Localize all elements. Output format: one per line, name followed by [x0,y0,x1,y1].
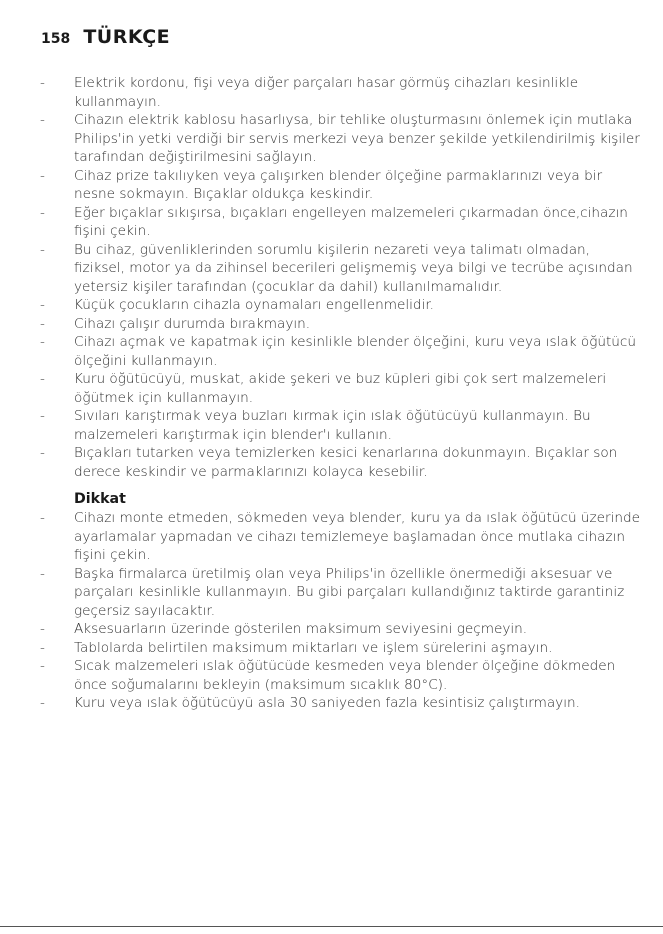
list-item [40,407,640,444]
bullet-dash: - [40,241,45,258]
bullet-dash: - [40,658,45,674]
section-title: TÜRKÇE [83,26,171,48]
bullet-dash: - [40,167,45,184]
list-item [40,74,640,111]
list-item [40,167,640,204]
bullet-dash: - [40,315,45,332]
list-item [40,370,640,407]
list-item [40,565,640,621]
caution-list [40,509,640,713]
list-item-text: Cihazı açmak ve kapatmak için kesinlikle blender ölçeğini, kuru veya ıslak öğütücü ölçeğini kullanmayın. [74,334,637,369]
caution-heading: Dikkat [74,491,126,507]
bullet-dash: - [40,204,45,221]
bullet-dash: - [40,445,45,461]
page-content [40,74,640,713]
list-item [40,694,640,713]
list-item [40,333,640,370]
bullet-dash: - [40,621,45,637]
list-item [40,509,640,565]
bullet-dash: - [40,334,45,350]
bullet-dash: - [40,565,45,582]
list-item-text: Cihaz prize takılıyken veya çalışırken blender ölçeğine parmaklarınızı veya bir nesne sokmayın. Bıçaklar oldukça keskindir. [74,167,603,202]
list-item-text: Kuru öğütücüyü, muskat, akide şekeri ve buz küpleri gibi çok sert malzemeleri öğütmek için kullanmayın. [74,371,607,406]
bullet-dash: - [40,112,45,128]
bullet-dash: - [40,371,45,387]
list-item [40,241,640,297]
list-item [40,639,640,658]
list-item-text: Kuru veya ıslak öğütücüyü asla 30 saniyeden fazla kesintisiz çalıştırmayın. [74,695,580,711]
bullet-dash: - [40,510,45,526]
list-item-text: Eğer bıçaklar sıkışırsa, bıçakları engelleyen malzemeleri çıkarmadan önce,cihazın fişini çekin. [74,204,628,239]
list-item [40,657,640,694]
list-item [40,296,640,315]
list-item-text: Küçük çocukların cihazla oynamaları engellenmelidir. [74,297,434,313]
warnings-list [40,74,640,481]
list-item-text: Sıcak malzemeleri ıslak öğütücüde kesmeden veya blender ölçeğine dökmeden önce soğumalarını bekleyin (maksimum sıcaklık 80°C). [74,658,616,693]
page-header [41,26,170,48]
list-item-text: Cihazın elektrik kablosu hasarlıysa, bir tehlike oluşturmasını önlemek için mutlaka Philips'in yetki verdiği bir servis merkezi veya benzer şekilde yetkilendirilmiş kişiler tarafından değiştirilmesini sağlayın. [74,112,640,165]
list-item-text: Bıçakları tutarken veya temizlerken kesici kenarlarına dokunmayın. Bıçaklar son derece keskindir ve parmaklarınızı kolayca kesebilir. [74,445,618,480]
list-item [40,315,640,334]
list-item [40,620,640,639]
list-item [40,111,640,167]
bullet-dash: - [40,639,45,656]
bottom-divider [0,926,663,927]
bullet-dash: - [40,695,45,711]
list-item-text: Elektrik kordonu, fişi veya diğer parçaları hasar görmüş cihazları kesinlikle kullanmayın. [74,75,579,110]
list-item-text: Cihazı monte etmeden, sökmeden veya blender, kuru ya da ıslak öğütücü üzerinde ayarlamalar yapmadan ve cihazı temizlemeye başlamadan önce mutlaka cihazın fişini çekin. [74,510,640,563]
list-item [40,204,640,241]
list-item-text: Bu cihaz, güvenliklerinden sorumlu kişilerin nezareti veya talimatı olmadan, fiziksel, motor ya da zihinsel becerileri gelişmemiş veya bilgi ve tecrübe açısından yetersiz kişiler tarafından (çocuklar da dahil) kullanılmamalıdır. [74,241,633,295]
list-item-text: Aksesuarların üzerinde gösterilen maksimum seviyesini geçmeyin. [74,621,528,637]
list-item-text: Başka firmalarca üretilmiş olan veya Philips'in özellikle önermediği aksesuar ve parçaları kesinlikle kullanmayın. Bu gibi parçaları kullandığınız taktirde garantiniz geçersiz sayılacaktır. [74,565,625,619]
bullet-dash: - [40,297,45,313]
list-item [40,444,640,481]
bullet-dash: - [40,408,45,424]
bullet-dash: - [40,75,45,91]
list-item-text: Sıvıları karıştırmak veya buzları kırmak için ıslak öğütücüyü kullanmayın. Bu malzemeleri karıştırmak için blender'ı kullanın. [74,408,591,443]
page-number: 158 [41,31,71,47]
list-item-text: Tablolarda belirtilen maksimum miktarları ve işlem sürelerini aşmayın. [74,639,553,656]
list-item-text: Cihazı çalışır durumda bırakmayın. [74,315,311,332]
